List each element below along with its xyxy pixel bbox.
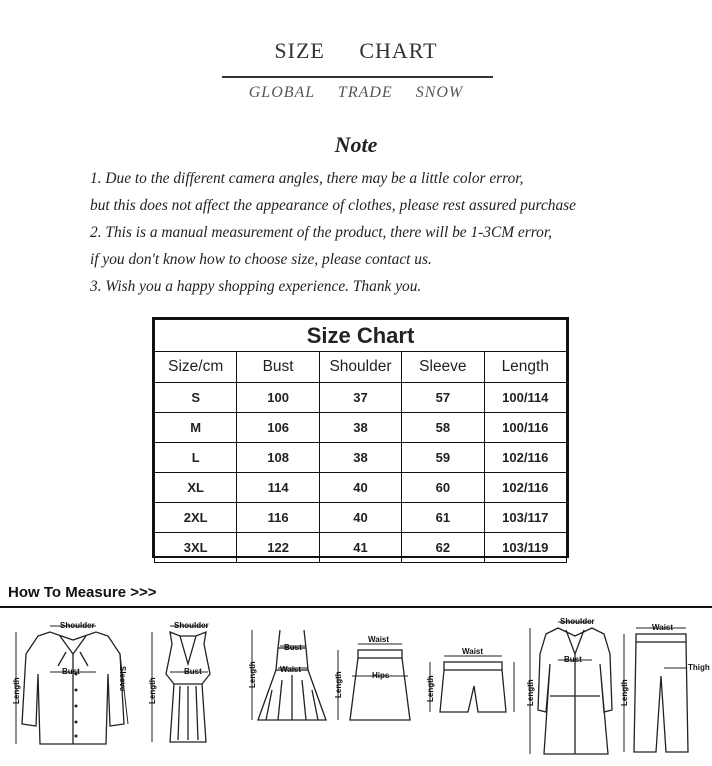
note-line: but this does not affect the appearance of clothes, please rest assured purchase bbox=[90, 197, 577, 214]
coat-figure bbox=[522, 614, 622, 766]
table-cell: 3XL bbox=[155, 533, 237, 563]
waist-label: Waist bbox=[368, 635, 390, 644]
thigh-label: Thigh bbox=[688, 663, 710, 672]
note-line: 2. This is a manual measurement of the product, there will be 1-3CM error, bbox=[90, 224, 552, 241]
table-row bbox=[155, 503, 567, 533]
bust-label: Bust bbox=[184, 667, 202, 676]
camisole-figure bbox=[140, 614, 240, 758]
chart-heading: SIZE CHART bbox=[274, 38, 438, 63]
note-line: 1. Due to the different camera angles, there may be a little color error, bbox=[90, 170, 524, 187]
column-header: Length bbox=[484, 352, 566, 383]
table-cell: XL bbox=[155, 473, 237, 503]
table-cell: 57 bbox=[402, 383, 484, 413]
note-line: 3. Wish you a happy shopping experience. Thank you. bbox=[90, 278, 422, 295]
table-cell: 38 bbox=[319, 413, 401, 443]
waist-label: Waist bbox=[652, 623, 674, 632]
bust-label: Bust bbox=[284, 643, 302, 652]
column-header: Bust bbox=[237, 352, 319, 383]
shoulder-label: Shoulder bbox=[60, 621, 95, 630]
table-row bbox=[155, 533, 567, 563]
length-label: Length bbox=[334, 671, 343, 698]
length-label: Length bbox=[526, 679, 535, 706]
table-cell: 40 bbox=[319, 503, 401, 533]
hips-label: Hips bbox=[372, 671, 390, 680]
note-title: Note bbox=[334, 132, 378, 157]
length-label: Length bbox=[426, 675, 435, 702]
how-to-measure-heading: How To Measure >>> bbox=[8, 584, 157, 601]
table-row bbox=[155, 413, 567, 443]
table-cell: 60 bbox=[402, 473, 484, 503]
table-cell: 38 bbox=[319, 443, 401, 473]
table-cell: 116 bbox=[237, 503, 319, 533]
table-cell: 59 bbox=[402, 443, 484, 473]
brand-subtitle: GLOBAL TRADE SNOW bbox=[248, 84, 464, 101]
table-cell: 40 bbox=[319, 473, 401, 503]
table-row bbox=[155, 443, 567, 473]
table-cell: 102/116 bbox=[484, 443, 566, 473]
note-line: if you don't know how to choose size, please contact us. bbox=[90, 251, 432, 268]
table-row bbox=[155, 473, 567, 503]
heading-divider bbox=[222, 76, 493, 78]
waist-label: Waist bbox=[280, 665, 302, 674]
table-cell: 37 bbox=[319, 383, 401, 413]
table-cell: L bbox=[155, 443, 237, 473]
waist-label: Waist bbox=[462, 647, 484, 656]
size-chart-title: Size Chart bbox=[155, 320, 567, 352]
table-cell: 58 bbox=[402, 413, 484, 443]
table-cell: 100/116 bbox=[484, 413, 566, 443]
table-cell: 108 bbox=[237, 443, 319, 473]
table-cell: 61 bbox=[402, 503, 484, 533]
table-cell: 106 bbox=[237, 413, 319, 443]
table-cell: 114 bbox=[237, 473, 319, 503]
table-cell: 41 bbox=[319, 533, 401, 563]
table-cell: 100 bbox=[237, 383, 319, 413]
size-chart-table bbox=[152, 317, 569, 558]
table-cell: 122 bbox=[237, 533, 319, 563]
section-divider bbox=[0, 606, 712, 608]
shoulder-label: Shoulder bbox=[560, 617, 595, 626]
table-cell: 2XL bbox=[155, 503, 237, 533]
bust-label: Bust bbox=[564, 655, 582, 664]
table-cell: 103/119 bbox=[484, 533, 566, 563]
table-cell: 100/114 bbox=[484, 383, 566, 413]
table-cell: S bbox=[155, 383, 237, 413]
skirt-figure bbox=[330, 628, 416, 732]
length-label: Length bbox=[148, 677, 157, 704]
blouse-figure bbox=[8, 614, 136, 763]
trousers-figure bbox=[618, 620, 712, 764]
sleeve-label: Sleeve bbox=[118, 666, 127, 692]
table-cell: 103/117 bbox=[484, 503, 566, 533]
shorts-figure bbox=[422, 642, 522, 726]
table-cell: 102/116 bbox=[484, 473, 566, 503]
dress-figure bbox=[248, 620, 338, 734]
table-cell: 62 bbox=[402, 533, 484, 563]
shoulder-label: Shoulder bbox=[174, 621, 209, 630]
length-label: Length bbox=[620, 679, 629, 706]
length-label: Length bbox=[248, 661, 257, 688]
column-header: Sleeve bbox=[402, 352, 484, 383]
column-header: Size/cm bbox=[155, 352, 237, 383]
column-header: Shoulder bbox=[319, 352, 401, 383]
bust-label: Bust bbox=[62, 667, 80, 676]
length-label: Length bbox=[12, 677, 21, 704]
table-row bbox=[155, 383, 567, 413]
table-cell: M bbox=[155, 413, 237, 443]
